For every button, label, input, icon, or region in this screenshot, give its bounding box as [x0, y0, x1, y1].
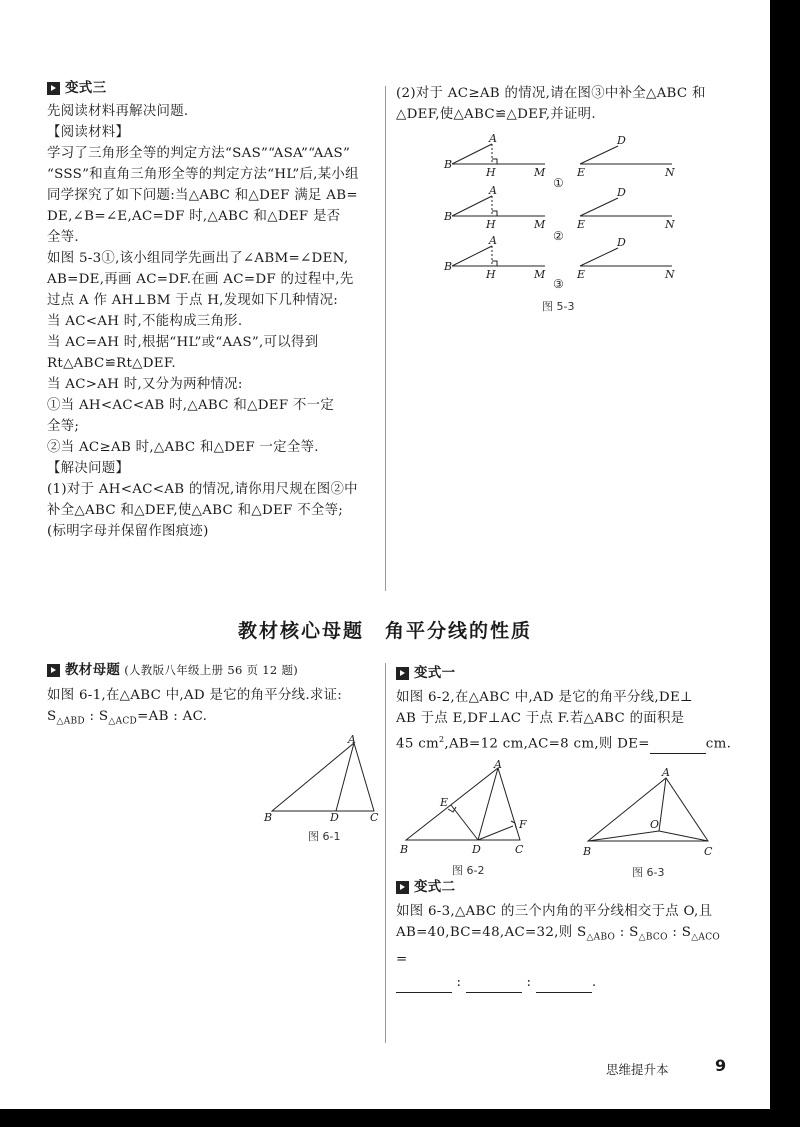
- answer-blank[interactable]: [536, 978, 592, 993]
- label-E: E: [577, 218, 586, 231]
- label-A: A: [662, 766, 670, 779]
- figure-6-2: [398, 760, 538, 860]
- label-E: E: [440, 796, 449, 809]
- section-title: 教材核心母题 角平分线的性质: [237, 620, 532, 642]
- reading-material-line: ①当 AH<AC<AB 时,△ABC 和△DEF 不一定: [47, 398, 335, 413]
- textbook-source-note: (人教版八年级上册 56 页 12 题): [124, 663, 299, 677]
- textbook-problem-heading: 教材母题 (人教版八年级上册 56 页 12 题): [47, 660, 382, 681]
- fig-5-3-row1: [452, 144, 672, 164]
- label-A: A: [489, 132, 497, 145]
- fig-5-3-row3: [452, 246, 672, 266]
- textbook-problem-section: [47, 660, 382, 733]
- problem-statement: 如图 6-1,在△ABC 中,AD 是它的角平分线.求证:: [47, 688, 343, 703]
- label-A: A: [489, 184, 497, 197]
- label-M: M: [534, 166, 546, 179]
- footer-book-title: 思维提升本: [606, 1062, 669, 1077]
- figure-6-2-caption: 图 6-2: [452, 864, 485, 877]
- figure-6-3-caption: 图 6-3: [632, 866, 665, 879]
- figure-5-3-caption: 图 5-3: [542, 300, 575, 313]
- label-N: N: [665, 166, 675, 179]
- play-badge-icon: [47, 664, 60, 677]
- label-H: H: [486, 268, 496, 281]
- label-A: A: [489, 234, 497, 247]
- reading-material-line: (1)对于 AH<AC<AB 的情况,请你用尺规在图②中: [47, 482, 358, 497]
- question2-line: △DEF,使△ABC≌△DEF,并证明.: [396, 107, 596, 122]
- label-C: C: [704, 845, 713, 858]
- play-badge-icon: [47, 82, 60, 95]
- figure-6-3: [580, 765, 720, 860]
- label-D: D: [617, 186, 626, 199]
- answer-blank[interactable]: [466, 978, 522, 993]
- variant-one-line: AB 于点 E,DF⊥AC 于点 F.若△ABC 的面积是: [396, 711, 685, 726]
- label-A: A: [494, 760, 502, 771]
- figure-6-1-caption: 图 6-1: [308, 830, 341, 843]
- circled-1: ①: [553, 176, 564, 190]
- question2-line: (2)对于 AC≥AB 的情况,请在图③中补全△ABC 和: [396, 86, 706, 101]
- label-D: D: [472, 843, 481, 856]
- label-B: B: [583, 845, 592, 858]
- label-E: E: [577, 268, 586, 281]
- play-badge-icon: [396, 667, 409, 680]
- variant-two-line: 如图 6-3,△ABC 的三个内角的平分线相交于点 O,且: [396, 904, 713, 919]
- variant-two-section: [396, 877, 736, 993]
- column-divider-bottom: [385, 663, 386, 1043]
- variant-one-line: 如图 6-2,在△ABC 中,AD 是它的角平分线,DE⊥: [396, 690, 693, 705]
- reading-material-line: 全等;: [47, 419, 80, 434]
- label-E: E: [577, 166, 586, 179]
- variant-two-line: AB=40,BC=48,AC=32,则 $S_{\triangle ABO}$ : $S_{\triangle BCO}$ : $S_{\triangle ACO}$ =: [396, 925, 721, 967]
- label-O: O: [650, 818, 660, 831]
- reading-material-line: 补全△ABC 和△DEF,使△ABC 和△DEF 不全等;: [47, 503, 344, 518]
- label-B: B: [444, 210, 453, 223]
- reading-material-line: 当 AC<AH 时,不能构成三角形.: [47, 314, 243, 329]
- figure-6-1: [262, 735, 387, 825]
- reading-material-line: ②当 AC≥AB 时,△ABC 和△DEF 一定全等.: [47, 440, 319, 455]
- label-D: D: [330, 811, 339, 824]
- play-badge-icon: [396, 881, 409, 894]
- reading-material-line: 【解决问题】: [47, 461, 130, 476]
- reading-material-line: 学习了三角形全等的判定方法“SAS”“ASA”“AAS”: [47, 146, 351, 161]
- reading-material-line: 全等.: [47, 230, 79, 245]
- fig-5-3-row2: [452, 196, 672, 216]
- label-H: H: [486, 218, 496, 231]
- reading-material-line: AB=DE,再画 AC=DF.在画 AC=DF 的过程中,先: [47, 272, 354, 287]
- circled-2: ②: [553, 229, 564, 243]
- label-H: H: [486, 166, 496, 179]
- answer-blank[interactable]: [396, 978, 452, 993]
- column-divider-top: [385, 86, 386, 591]
- variant-two-heading: 变式二: [396, 877, 736, 898]
- page-number: 9: [715, 1056, 727, 1075]
- label-B: B: [400, 843, 409, 856]
- variant-one-heading: 变式一: [396, 663, 736, 684]
- reading-material-text: [47, 101, 382, 542]
- variant-one-section: [396, 663, 736, 754]
- scan-edge-bottom: [0, 1109, 800, 1127]
- reading-material-line: 过点 A 作 AH⊥BM 于点 H,发现如下几种情况:: [47, 293, 339, 308]
- problem-formula: $S_{\triangle ABD}$ : $S_{\triangle ACD}=AB$ : AC.: [47, 709, 208, 727]
- reading-material-line: 当 AC=AH 时,根据“HL”或“AAS”,可以得到: [47, 335, 319, 350]
- reading-material-line: “SSS”和直角三角形全等的判定方法“HL”后,某小组: [47, 167, 359, 182]
- variant-three-section: [47, 78, 382, 542]
- label-F: F: [519, 818, 527, 831]
- label-A: A: [348, 735, 356, 746]
- reading-material-line: DE,∠B=∠E,AC=DF 时,△ABC 和△DEF 是否: [47, 209, 341, 224]
- reading-material-line: 先阅读材料再解决问题.: [47, 104, 189, 119]
- reading-material-line: 【阅读材料】: [47, 125, 130, 140]
- reading-material-line: 当 AC>AH 时,又分为两种情况:: [47, 377, 243, 392]
- circled-3: ③: [553, 277, 564, 291]
- figure-5-3: [440, 132, 690, 292]
- reading-material-line: 同学探究了如下问题:当△ABC 和△DEF 满足 AB=: [47, 188, 358, 203]
- scan-edge-right: [770, 0, 800, 1127]
- label-M: M: [534, 268, 546, 281]
- reading-material-line: 如图 5-3①,该小组同学先画出了∠ABM=∠DEN,: [47, 251, 349, 266]
- label-C: C: [370, 811, 379, 824]
- answer-blank[interactable]: [650, 739, 706, 754]
- reading-material-line: Rt△ABC≌Rt△DEF.: [47, 356, 176, 371]
- label-M: M: [534, 218, 546, 231]
- label-B: B: [444, 260, 453, 273]
- label-B: B: [444, 158, 453, 171]
- label-N: N: [665, 218, 675, 231]
- label-D: D: [617, 134, 626, 147]
- variant-three-heading: 变式三: [47, 78, 382, 99]
- variant-one-line: 45 $cm^2,AB=12$ cm,AC=8 cm,则 DE= cm.: [396, 729, 736, 754]
- label-N: N: [665, 268, 675, 281]
- reading-material-line: (标明字母并保留作图痕迹): [47, 524, 209, 539]
- variant-two-answer-line: : : .: [396, 972, 736, 993]
- variant-three-question2: [396, 83, 736, 125]
- label-C: C: [515, 843, 524, 856]
- label-D: D: [617, 236, 626, 249]
- label-B: B: [264, 811, 273, 824]
